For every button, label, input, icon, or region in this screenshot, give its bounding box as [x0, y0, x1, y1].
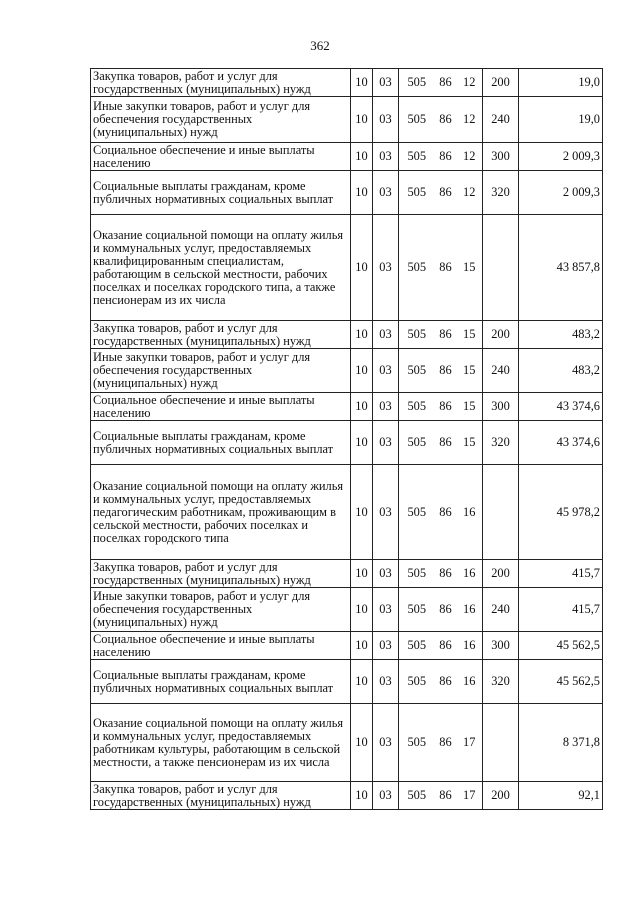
target-article-code-part2: 86 [435, 588, 457, 632]
target-article-code-part3: 16 [457, 632, 483, 660]
row-name: Социальные выплаты гражданам, кроме публичных нормативных социальных выплат [91, 421, 351, 465]
table-row [91, 215, 603, 321]
target-article-code-part3: 12 [457, 97, 483, 143]
target-article-code-part1: 505 [399, 465, 435, 560]
target-article-code-part2: 86 [435, 393, 457, 421]
section-code: 10 [351, 321, 373, 349]
subsection-code: 03 [373, 660, 399, 704]
section-code: 10 [351, 782, 373, 810]
table-row [91, 143, 603, 171]
target-article-code-part1: 505 [399, 349, 435, 393]
row-name: Социальное обеспечение и иные выплаты населению [91, 143, 351, 171]
amount: 92,1 [519, 782, 603, 810]
target-article-code-part2: 86 [435, 660, 457, 704]
subsection-code: 03 [373, 465, 399, 560]
target-article-code-part1: 505 [399, 215, 435, 321]
row-name: Иные закупки товаров, работ и услуг для обеспечения государственных (муниципальных) нужд [91, 97, 351, 143]
amount: 2 009,3 [519, 143, 603, 171]
table-row [91, 632, 603, 660]
expense-type-code: 240 [483, 97, 519, 143]
subsection-code: 03 [373, 69, 399, 97]
subsection-code: 03 [373, 421, 399, 465]
table-row [91, 465, 603, 560]
target-article-code-part2: 86 [435, 97, 457, 143]
expense-type-code [483, 704, 519, 782]
amount: 43 374,6 [519, 421, 603, 465]
target-article-code-part2: 86 [435, 560, 457, 588]
row-name: Оказание социальной помощи на оплату жилья и коммунальных услуг, предоставляемых педагогическим работникам, проживающим в сельской местности, рабочих поселках и поселках городского типа [91, 465, 351, 560]
target-article-code-part1: 505 [399, 69, 435, 97]
amount: 2 009,3 [519, 171, 603, 215]
amount: 19,0 [519, 69, 603, 97]
target-article-code-part1: 505 [399, 171, 435, 215]
target-article-code-part3: 16 [457, 588, 483, 632]
subsection-code: 03 [373, 393, 399, 421]
expense-type-code [483, 215, 519, 321]
expense-type-code: 300 [483, 632, 519, 660]
amount: 19,0 [519, 97, 603, 143]
row-name: Закупка товаров, работ и услуг для государственных (муниципальных) нужд [91, 782, 351, 810]
table-row [91, 69, 603, 97]
table-row [91, 321, 603, 349]
target-article-code-part3: 16 [457, 560, 483, 588]
target-article-code-part1: 505 [399, 632, 435, 660]
target-article-code-part1: 505 [399, 421, 435, 465]
amount: 415,7 [519, 560, 603, 588]
target-article-code-part2: 86 [435, 782, 457, 810]
table-row [91, 560, 603, 588]
row-name: Социальное обеспечение и иные выплаты населению [91, 393, 351, 421]
table-row [91, 660, 603, 704]
target-article-code-part2: 86 [435, 465, 457, 560]
row-name: Социальное обеспечение и иные выплаты населению [91, 632, 351, 660]
amount: 43 857,8 [519, 215, 603, 321]
section-code: 10 [351, 632, 373, 660]
target-article-code-part3: 15 [457, 321, 483, 349]
target-article-code-part2: 86 [435, 143, 457, 171]
table-row [91, 171, 603, 215]
subsection-code: 03 [373, 704, 399, 782]
section-code: 10 [351, 97, 373, 143]
target-article-code-part1: 505 [399, 782, 435, 810]
target-article-code-part2: 86 [435, 69, 457, 97]
section-code: 10 [351, 143, 373, 171]
target-article-code-part3: 15 [457, 215, 483, 321]
target-article-code-part1: 505 [399, 560, 435, 588]
subsection-code: 03 [373, 171, 399, 215]
amount: 483,2 [519, 321, 603, 349]
page-number: 362 [310, 38, 330, 53]
expense-type-code: 320 [483, 660, 519, 704]
target-article-code-part1: 505 [399, 321, 435, 349]
row-name: Социальные выплаты гражданам, кроме публичных нормативных социальных выплат [91, 660, 351, 704]
expense-type-code: 200 [483, 321, 519, 349]
table-row [91, 782, 603, 810]
expense-type-code: 320 [483, 171, 519, 215]
target-article-code-part3: 16 [457, 465, 483, 560]
table-row [91, 588, 603, 632]
target-article-code-part2: 86 [435, 704, 457, 782]
section-code: 10 [351, 588, 373, 632]
expense-type-code: 200 [483, 69, 519, 97]
amount: 45 562,5 [519, 660, 603, 704]
expense-type-code: 200 [483, 782, 519, 810]
target-article-code-part1: 505 [399, 704, 435, 782]
row-name: Оказание социальной помощи на оплату жилья и коммунальных услуг, предоставляемых квалифицированным специалистам, работающим в сельской местности, рабочих поселках и поселках городского типа, а также пенсионерам из их числа [91, 215, 351, 321]
target-article-code-part3: 15 [457, 421, 483, 465]
row-name: Иные закупки товаров, работ и услуг для обеспечения государственных (муниципальных) нужд [91, 588, 351, 632]
section-code: 10 [351, 349, 373, 393]
target-article-code-part3: 12 [457, 143, 483, 171]
section-code: 10 [351, 393, 373, 421]
target-article-code-part3: 16 [457, 660, 483, 704]
section-code: 10 [351, 704, 373, 782]
expense-type-code: 240 [483, 349, 519, 393]
target-article-code-part2: 86 [435, 171, 457, 215]
target-article-code-part2: 86 [435, 215, 457, 321]
expense-type-code: 320 [483, 421, 519, 465]
row-name: Оказание социальной помощи на оплату жилья и коммунальных услуг, предоставляемых работникам культуры, работающим в сельской местности, а также пенсионерам из их числа [91, 704, 351, 782]
section-code: 10 [351, 660, 373, 704]
target-article-code-part3: 12 [457, 171, 483, 215]
target-article-code-part2: 86 [435, 421, 457, 465]
row-name: Закупка товаров, работ и услуг для государственных (муниципальных) нужд [91, 69, 351, 97]
subsection-code: 03 [373, 321, 399, 349]
amount: 8 371,8 [519, 704, 603, 782]
expense-type-code: 300 [483, 143, 519, 171]
amount: 45 562,5 [519, 632, 603, 660]
target-article-code-part3: 15 [457, 393, 483, 421]
subsection-code: 03 [373, 632, 399, 660]
table-row [91, 349, 603, 393]
subsection-code: 03 [373, 588, 399, 632]
table-row [91, 97, 603, 143]
row-name: Социальные выплаты гражданам, кроме публичных нормативных социальных выплат [91, 171, 351, 215]
target-article-code-part1: 505 [399, 97, 435, 143]
target-article-code-part1: 505 [399, 143, 435, 171]
section-code: 10 [351, 215, 373, 321]
amount: 43 374,6 [519, 393, 603, 421]
section-code: 10 [351, 171, 373, 215]
subsection-code: 03 [373, 143, 399, 171]
section-code: 10 [351, 560, 373, 588]
subsection-code: 03 [373, 560, 399, 588]
row-name: Закупка товаров, работ и услуг для государственных (муниципальных) нужд [91, 321, 351, 349]
section-code: 10 [351, 69, 373, 97]
table-row [91, 393, 603, 421]
target-article-code-part3: 15 [457, 349, 483, 393]
expense-type-code: 200 [483, 560, 519, 588]
subsection-code: 03 [373, 782, 399, 810]
target-article-code-part2: 86 [435, 321, 457, 349]
subsection-code: 03 [373, 349, 399, 393]
target-article-code-part1: 505 [399, 588, 435, 632]
target-article-code-part2: 86 [435, 632, 457, 660]
amount: 415,7 [519, 588, 603, 632]
amount: 483,2 [519, 349, 603, 393]
target-article-code-part2: 86 [435, 349, 457, 393]
expense-type-code [483, 465, 519, 560]
target-article-code-part1: 505 [399, 393, 435, 421]
table-row [91, 421, 603, 465]
expense-type-code: 300 [483, 393, 519, 421]
row-name: Закупка товаров, работ и услуг для государственных (муниципальных) нужд [91, 560, 351, 588]
target-article-code-part3: 12 [457, 69, 483, 97]
table-row [91, 704, 603, 782]
target-article-code-part3: 17 [457, 782, 483, 810]
section-code: 10 [351, 465, 373, 560]
subsection-code: 03 [373, 97, 399, 143]
subsection-code: 03 [373, 215, 399, 321]
target-article-code-part3: 17 [457, 704, 483, 782]
row-name: Иные закупки товаров, работ и услуг для обеспечения государственных (муниципальных) нужд [91, 349, 351, 393]
budget-table [90, 68, 603, 810]
section-code: 10 [351, 421, 373, 465]
target-article-code-part1: 505 [399, 660, 435, 704]
expense-type-code: 240 [483, 588, 519, 632]
amount: 45 978,2 [519, 465, 603, 560]
